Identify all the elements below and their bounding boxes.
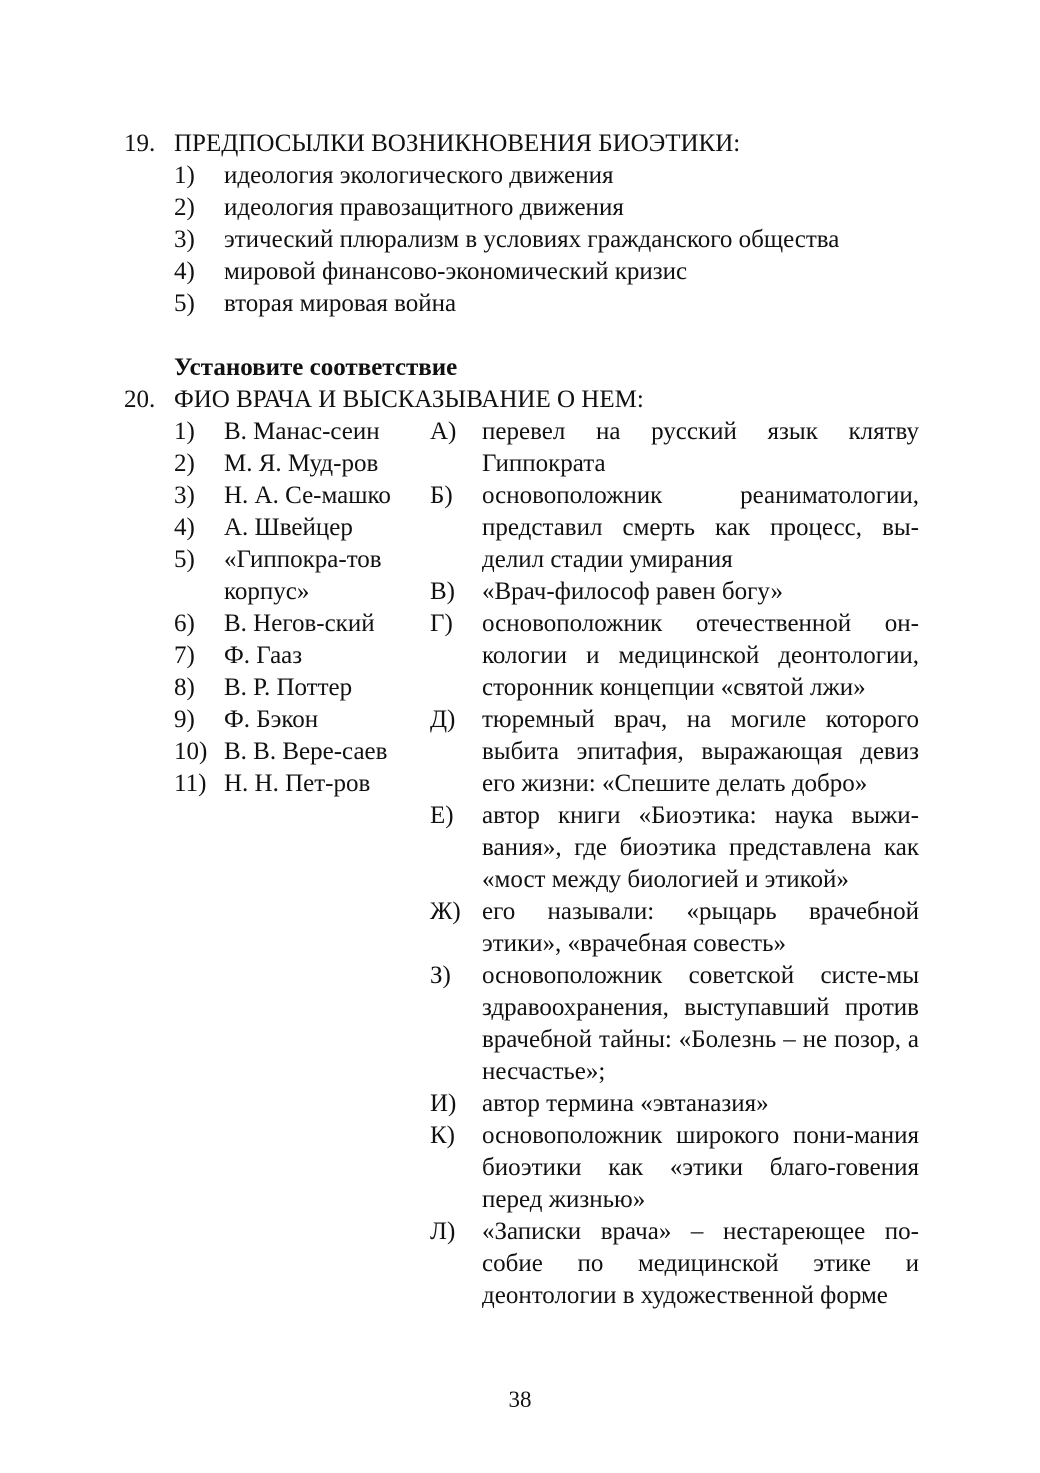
right-item [430, 576, 919, 608]
question-title: ПРЕДПОСЫЛКИ ВОЗНИКНОВЕНИЯ БИОЭТИКИ: [174, 130, 741, 157]
option [174, 160, 924, 192]
left-item [174, 416, 394, 448]
right-item [430, 896, 919, 960]
option-number: 1) [174, 162, 195, 189]
right-item-letter: В) [430, 578, 455, 605]
left-item-text: Н. Н. Пет-ров [224, 770, 371, 797]
left-item-text: В. Негов-ский [224, 610, 375, 637]
right-column [430, 416, 919, 1312]
right-item [430, 704, 919, 800]
right-item-letter: Е) [430, 802, 454, 829]
right-item-letter: К) [430, 1122, 455, 1149]
option [174, 224, 924, 256]
right-item-text: его называли: «рыцарь врачебной этики», «врачебная совесть» [482, 898, 919, 957]
left-item-number: 4) [174, 514, 195, 541]
left-item-number: 1) [174, 418, 195, 445]
question-title: ФИО ВРАЧА И ВЫСКАЗЫВАНИЕ О НЕМ: [174, 386, 644, 413]
instruction-heading: Установите соответствие [174, 354, 458, 381]
right-item-text: автор термина «эвтаназия» [482, 1090, 769, 1117]
right-item-text: основоположник отечественной он-кологии и медицинской деонтологии, сторонник концепции «святой лжи» [482, 610, 919, 701]
option-number: 5) [174, 290, 195, 317]
question-19 [124, 128, 924, 320]
left-item [174, 672, 394, 704]
right-item-letter: Ж) [430, 898, 461, 925]
right-item [430, 480, 919, 576]
option-text: мировой финансово-экономический кризис [224, 258, 688, 285]
right-item [430, 960, 919, 1088]
option [174, 256, 924, 288]
left-item-number: 7) [174, 642, 195, 669]
option [174, 288, 924, 320]
left-item [174, 480, 394, 512]
right-item [430, 416, 919, 480]
left-item-text: В. Р. Поттер [224, 674, 353, 701]
right-item-text: перевел на русский язык клятву Гиппократа [482, 418, 919, 477]
right-item-text: «Записки врача» – нестареющее по-собие по медицинской этике и деонтологии в художественной форме [482, 1218, 919, 1309]
question-number: 20. [124, 386, 156, 413]
left-item-text: «Гиппокра-тов корпус» [224, 546, 382, 605]
left-item [174, 768, 394, 800]
right-item [430, 800, 919, 896]
right-item-letter: Д) [430, 706, 456, 733]
left-item-number: 10) [174, 738, 208, 765]
right-item-text: тюремный врач, на могиле которого выбита эпитафия, выражающая девиз его жизни: «Спешите делать добро» [482, 706, 919, 797]
left-item-text: М. Я. Муд-ров [224, 450, 379, 477]
left-item [174, 448, 394, 480]
right-item-text: основоположник реаниматологии, представил смерть как процесс, вы-делил стадии умирания [482, 482, 919, 573]
right-item-letter: З) [430, 962, 451, 989]
right-item-letter: И) [430, 1090, 457, 1117]
question-19-header [124, 128, 924, 160]
right-item-letter: А) [430, 418, 457, 445]
left-item-number: 3) [174, 482, 195, 509]
right-item-text: основоположник широкого пони-мания биоэтики как «этики благо-говения перед жизнью» [482, 1122, 919, 1213]
left-item-number: 8) [174, 674, 195, 701]
option-text: вторая мировая война [224, 290, 457, 317]
option-number: 3) [174, 226, 195, 253]
left-item-number: 2) [174, 450, 195, 477]
left-item [174, 704, 394, 736]
left-item-text: Ф. Гааз [224, 642, 303, 669]
option-text: идеология правозащитного движения [224, 194, 624, 221]
left-item-number: 6) [174, 610, 195, 637]
right-item-letter: Л) [430, 1218, 456, 1245]
left-item-number: 9) [174, 706, 195, 733]
right-item-text: основоположник советской систе-мы здравоохранения, выступавший против врачебной тайны: «Болезнь – не позор, а несчастье»; [482, 962, 919, 1085]
left-item [174, 640, 394, 672]
left-item [174, 736, 394, 768]
option-number: 2) [174, 194, 195, 221]
left-item [174, 512, 394, 544]
left-item-number: 11) [174, 770, 207, 797]
option-text: идеология экологического движения [224, 162, 614, 189]
page-number: 38 [508, 1387, 532, 1412]
left-item-text: А. Швейцер [224, 514, 353, 541]
option [174, 192, 924, 224]
right-item-text: «Врач-философ равен богу» [482, 578, 783, 605]
left-item-text: В. В. Вере-саев [224, 738, 388, 765]
right-item [430, 1216, 919, 1312]
left-item-text: Ф. Бэкон [224, 706, 319, 733]
option-text: этический плюрализм в условиях гражданского общества [224, 226, 840, 253]
question-20-header [124, 384, 924, 416]
right-item [430, 608, 919, 704]
left-item [174, 608, 394, 640]
right-item [430, 1120, 919, 1216]
option-number: 4) [174, 258, 195, 285]
right-item-letter: Б) [430, 482, 453, 509]
left-item-text: Н. А. Се-машко [224, 482, 391, 509]
right-item-letter: Г) [430, 610, 453, 637]
right-item-text: автор книги «Биоэтика: наука выжи-вания», где биоэтика представлена как «мост между биологией и этикой» [482, 802, 919, 893]
left-item [174, 544, 394, 608]
right-item [430, 1088, 919, 1120]
question-number: 19. [124, 130, 156, 157]
left-item-number: 5) [174, 546, 195, 573]
left-column [174, 416, 394, 800]
left-item-text: В. Манас-сеин [224, 418, 380, 445]
